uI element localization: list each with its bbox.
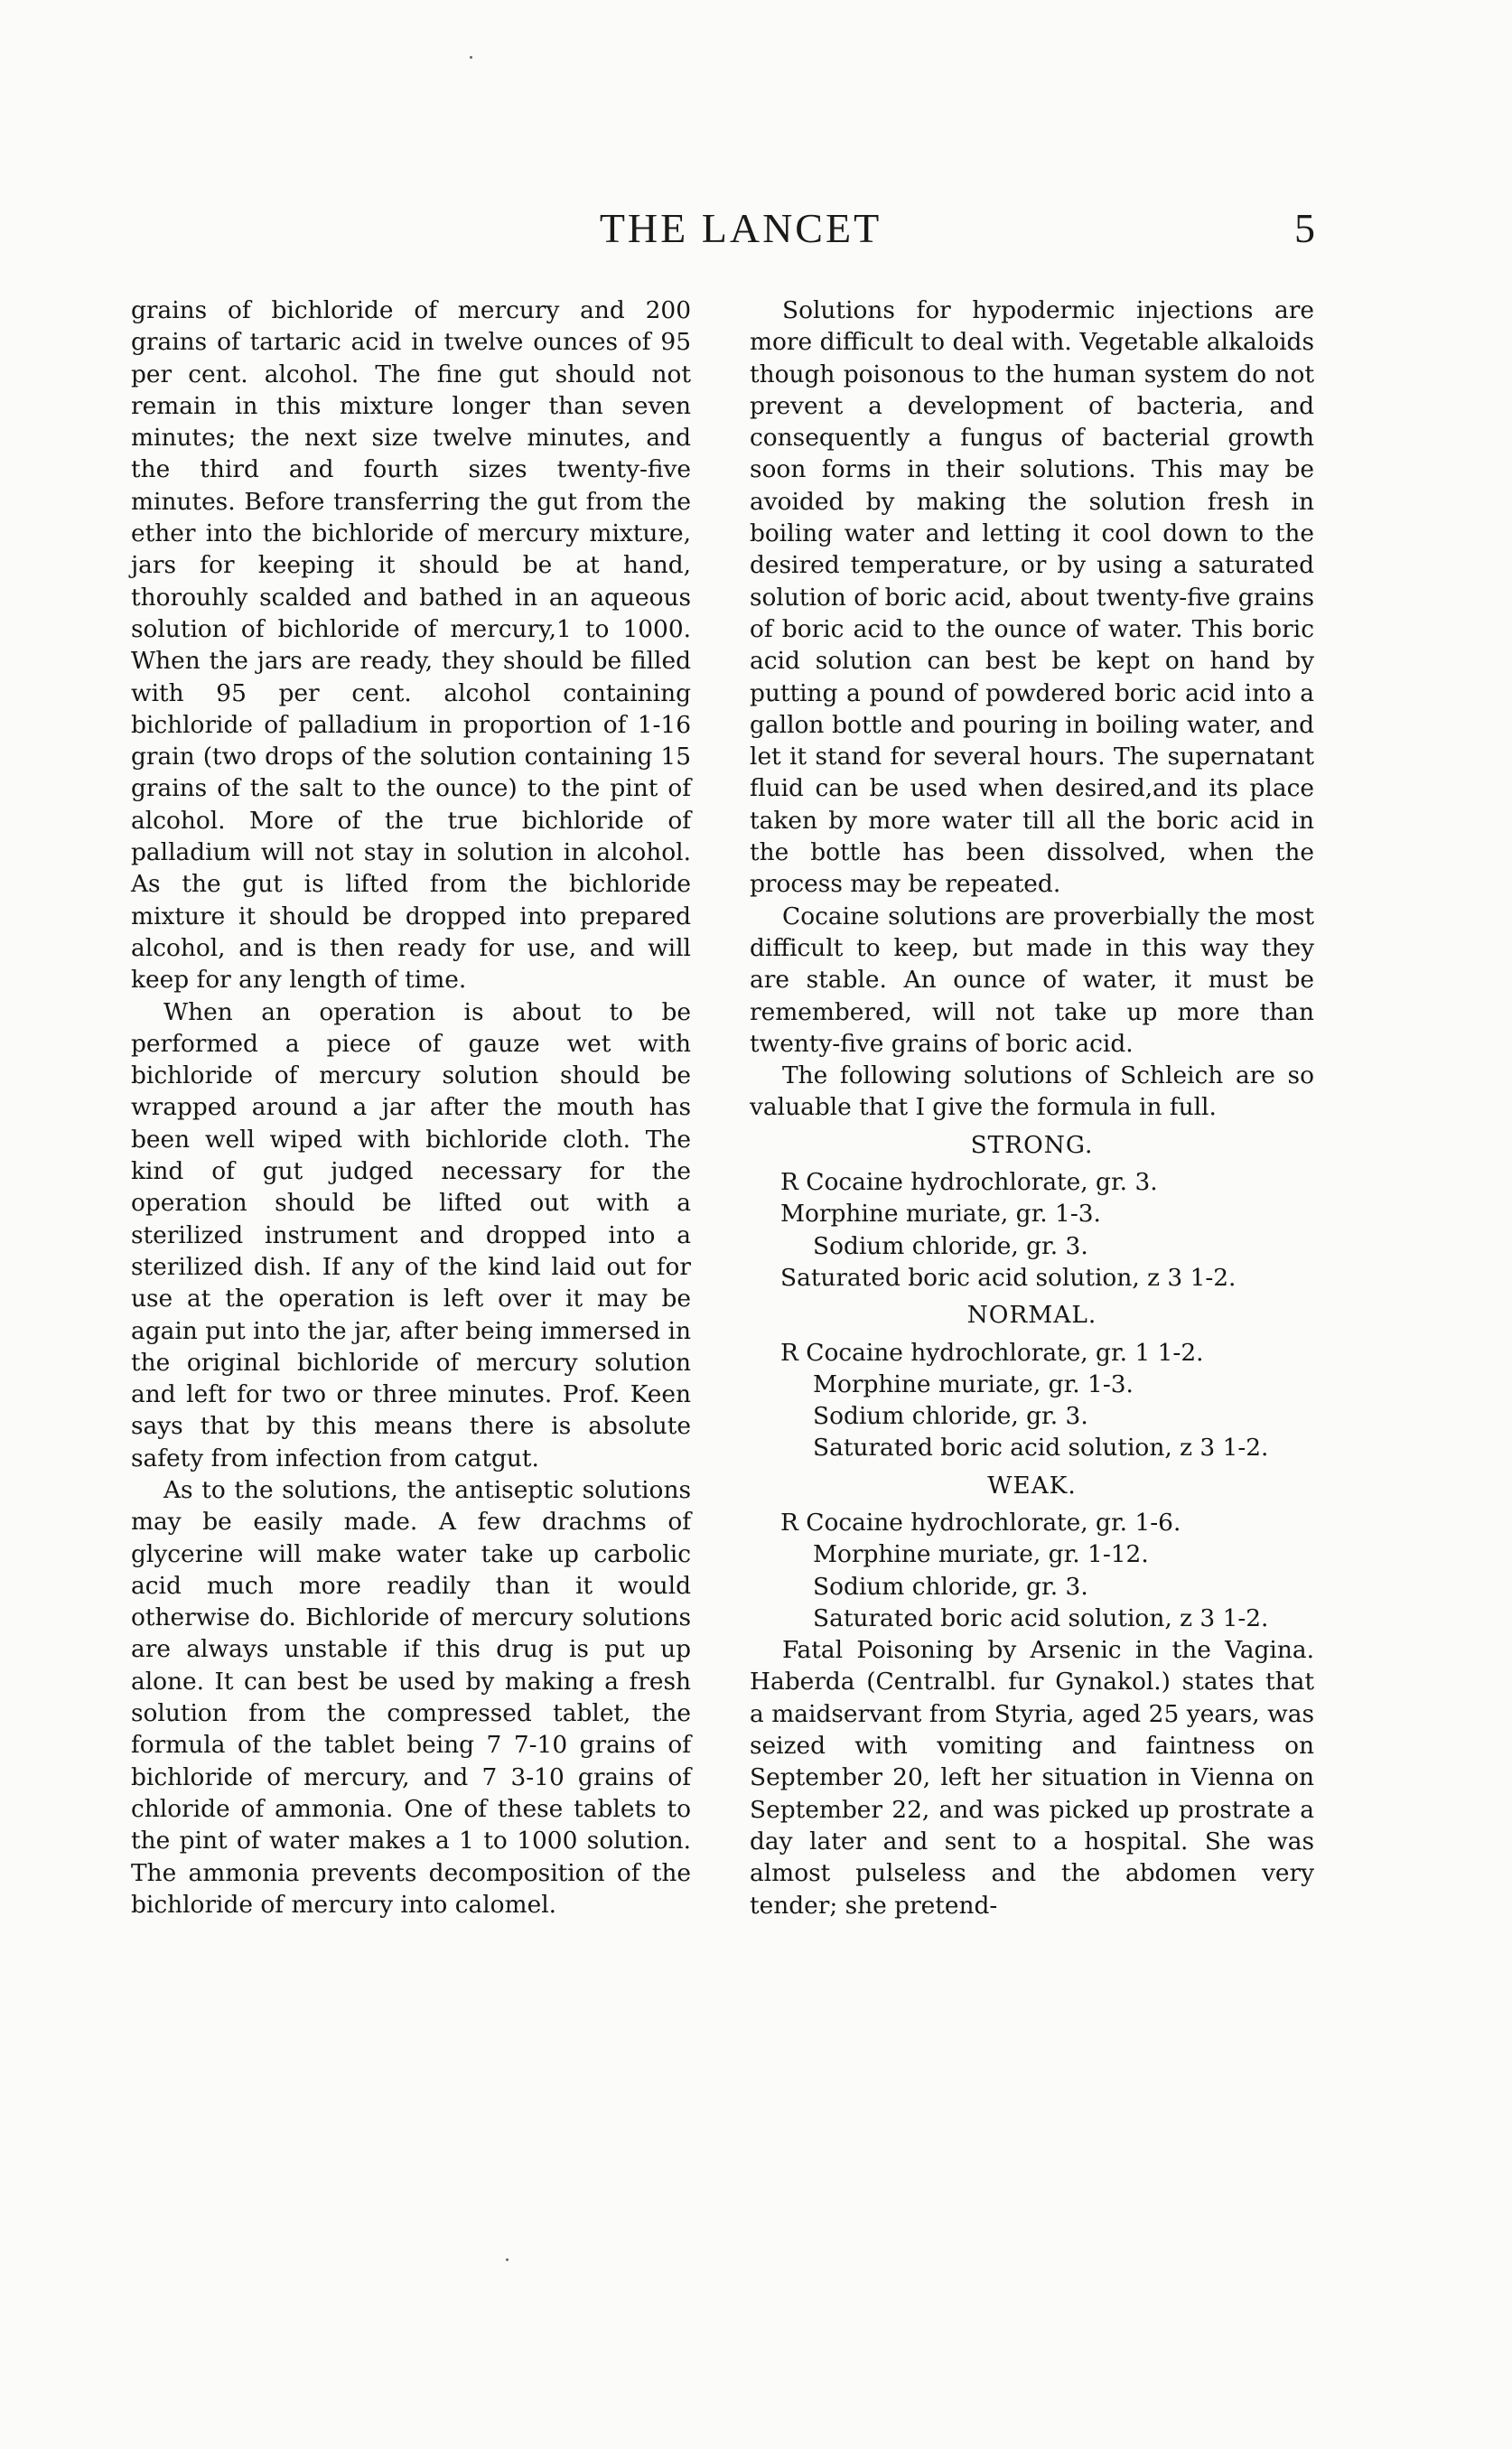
- paragraph-gut-preparation: grains of bichloride of mercury and 200 grains of tartaric acid in twelve ounces of 95 per cent. alcohol. The fine gut should not remain in this mixture longer than seven minutes; the next size twelve minutes, and the third and fourth sizes twenty-five minutes. Before transferring the gut from the ether into the bichloride of mercury mixture, jars for keeping it should be at hand, thorouhly scalded and bathed in an aqueous solution of bichloride of mercury,1 to 1000. When the jars are ready, they should be filled with 95 per cent. alcohol containing bichloride of palladium in proportion of 1-16 grain (two drops of the solution containing 15 grains of the salt to the ounce) to the pint of alcohol. More of the true bichloride of palladium will not stay in solution in alcohol. As the gut is lifted from the bichloride mixture it should be dropped into prepared alcohol, and is then ready for use, and will keep for any length of time.: [131, 296, 691, 995]
- formula-line: R Cocaine hydrochlorate, gr. 3.: [780, 1168, 1158, 1197]
- paragraph-hypodermic: Solutions for hypodermic injections are more difficult to deal with. Vegetable alkaloids though poisonous to the human system do not prevent a development of bacteria, and consequently a fungus of bacterial growth soon forms in their solutions. This may be avoided by making the solution fresh in boiling water and letting it cool down to the desired temperature, or by using a saturated solution of boric acid, about twenty-five grains of boric acid to the ounce of water. This boric acid solution can best be kept on hand by putting a pound of powdered boric acid into a gallon bottle and pouring in boiling water, and let it stand for several hours. The supernatant fluid can be used when desired,and its place taken by more water till all the boric acid in the bottle has been dissolved, when the process may be repeated.: [750, 296, 1314, 899]
- scan-speck: [506, 2258, 509, 2261]
- page-header: [0, 204, 1512, 258]
- paragraph-cocaine: Cocaine solutions are proverbially the most difficult to keep, but made in this way they are stable. An ounce of water, it must be remembered, will not take up more than twenty-five grains of boric acid.: [750, 902, 1314, 1058]
- formula-line: Morphine muriate, gr. 1-3.: [813, 1369, 1134, 1398]
- formula-line: R Cocaine hydrochlorate, gr. 1-6.: [780, 1508, 1181, 1537]
- paragraph-solutions: As to the solutions, the antiseptic solutions may be easily made. A few drachms of glycerine will make water take up carbolic acid much more readily than it would otherwise do. Bichloride of mercury solutions are always unstable if this drug is put up alone. It can best be used by making a fresh solution from the compressed tablet, the formula of the tablet being 7 7-10 grains of bichloride of mercury, and 7 3-10 grains of chloride of ammonia. One of these tablets to the pint of water makes a 1 to 1000 solution. The ammonia prevents decomposition of the bichloride of mercury into calomel.: [131, 1475, 691, 1919]
- formula-line: Saturated boric acid solution, z 3 1-2.: [780, 1263, 1237, 1292]
- heading-strong: STRONG.: [970, 1130, 1094, 1159]
- formula-line: Morphine muriate, gr. 1-3.: [780, 1200, 1101, 1229]
- heading-normal: NORMAL.: [966, 1301, 1097, 1330]
- formula-line: R Cocaine hydrochlorate, gr. 1 1-2.: [780, 1338, 1204, 1367]
- left-column: [131, 294, 691, 1921]
- paragraph-arsenic: Fatal Poisoning by Arsenic in the Vagina. Haberda (Centralbl. fur Gynakol.) states that a maidservant from Styria, aged 25 years, was seized with vomiting and faintness on September 20, left her situation in Vienna on September 22, and was picked up prostrate a day later and sent to a hospital. She was almost pulseless and the abdomen very tender; she pretend-: [750, 1636, 1314, 1920]
- formula-line: Saturated boric acid solution, z 3 1-2.: [813, 1434, 1269, 1463]
- formula-line: Sodium chloride, gr. 3.: [813, 1231, 1088, 1260]
- scan-speck: [470, 56, 472, 59]
- right-column: [750, 294, 1314, 1921]
- formula-line: Sodium chloride, gr. 3.: [813, 1572, 1088, 1601]
- formula-line: Morphine muriate, gr. 1-12.: [813, 1540, 1149, 1569]
- formula-line: Sodium chloride, gr. 3.: [813, 1402, 1088, 1431]
- running-title: THE LANCET: [599, 205, 882, 251]
- paragraph-operation: When an operation is about to be performed a piece of gauze wet with bichloride of mercury solution should be wrapped around a jar after the mouth has been well wiped with bichloride cloth. The kind of gut judged necessary for the operation should be lifted out with a sterilized instrument and dropped into a sterilized dish. If any of the kind laid out for use at the operation is left over it may be again put into the jar, after being immersed in the original bichloride of mercury solution and left for two or three minutes. Prof. Keen says that by this means there is absolute safety from infection from catgut.: [131, 997, 691, 1472]
- heading-weak: WEAK.: [987, 1471, 1077, 1500]
- page-number: 5: [1294, 205, 1315, 251]
- paragraph-schleich: The following solutions of Schleich are so valuable that I give the formula in full.: [750, 1061, 1314, 1122]
- formula-line: Saturated boric acid solution, z 3 1-2.: [813, 1603, 1269, 1632]
